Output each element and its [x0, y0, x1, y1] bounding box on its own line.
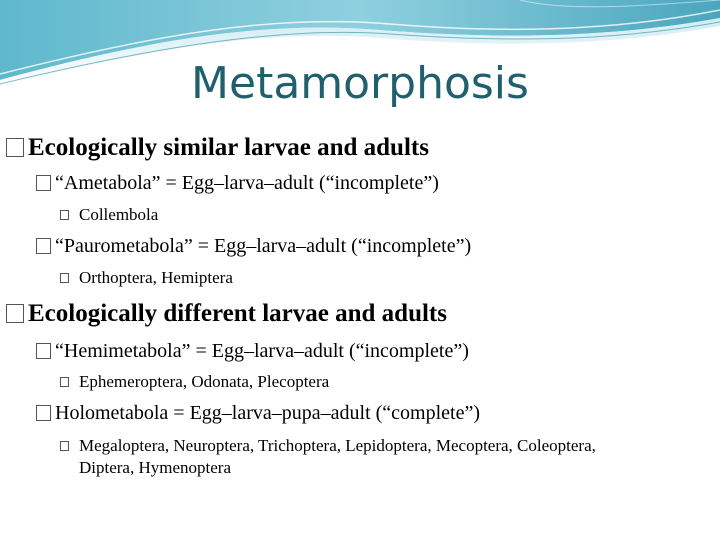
square-bullet-icon: [36, 343, 51, 359]
bullet-level1-similar: [6, 134, 429, 162]
bullet-level2-holometabola: [36, 402, 480, 425]
bullet-text: Orthoptera, Hemiptera: [79, 268, 233, 287]
bullet-text: Ephemeroptera, Odonata, Plecoptera: [79, 372, 330, 391]
bullet-text: “Ametabola” = Egg–larva–adult (“incomplete”): [55, 172, 439, 194]
bullet-level3-collembola: [60, 205, 158, 225]
square-bullet-icon: [36, 175, 51, 191]
square-bullet-icon: [36, 405, 51, 421]
slide-title: Metamorphosis: [191, 58, 529, 109]
bullet-level2-ametabola: [36, 172, 439, 195]
bullet-text: “Hemimetabola” = Egg–larva–adult (“incomplete”): [55, 340, 469, 362]
bullet-text: Ecologically different larvae and adults: [28, 300, 447, 327]
bullet-level3-megaloptera: [60, 435, 639, 479]
bullet-level3-ephemeroptera: [60, 372, 329, 392]
bullet-text: “Paurometabola” = Egg–larva–adult (“incomplete”): [55, 235, 472, 257]
bullet-level3-orthoptera: [60, 268, 233, 288]
square-bullet-icon: [60, 210, 69, 220]
bullet-level1-different: [6, 300, 447, 328]
square-bullet-icon: [6, 138, 24, 157]
bullet-text: Ecologically similar larvae and adults: [28, 134, 429, 161]
square-bullet-icon: [60, 441, 69, 451]
square-bullet-icon: [6, 304, 24, 323]
bullet-text: Megaloptera, Neuroptera, Trichoptera, Lepidoptera, Mecoptera, Coleoptera, Diptera, Hymenoptera: [79, 436, 596, 477]
bullet-level2-hemimetabola: [36, 340, 469, 363]
square-bullet-icon: [60, 273, 69, 283]
bullet-text: Holometabola = Egg–larva–pupa–adult (“complete”): [55, 402, 481, 424]
bullet-text: Collembola: [79, 205, 159, 224]
bullet-level2-paurometabola: [36, 235, 471, 258]
square-bullet-icon: [36, 238, 51, 254]
square-bullet-icon: [60, 377, 69, 387]
